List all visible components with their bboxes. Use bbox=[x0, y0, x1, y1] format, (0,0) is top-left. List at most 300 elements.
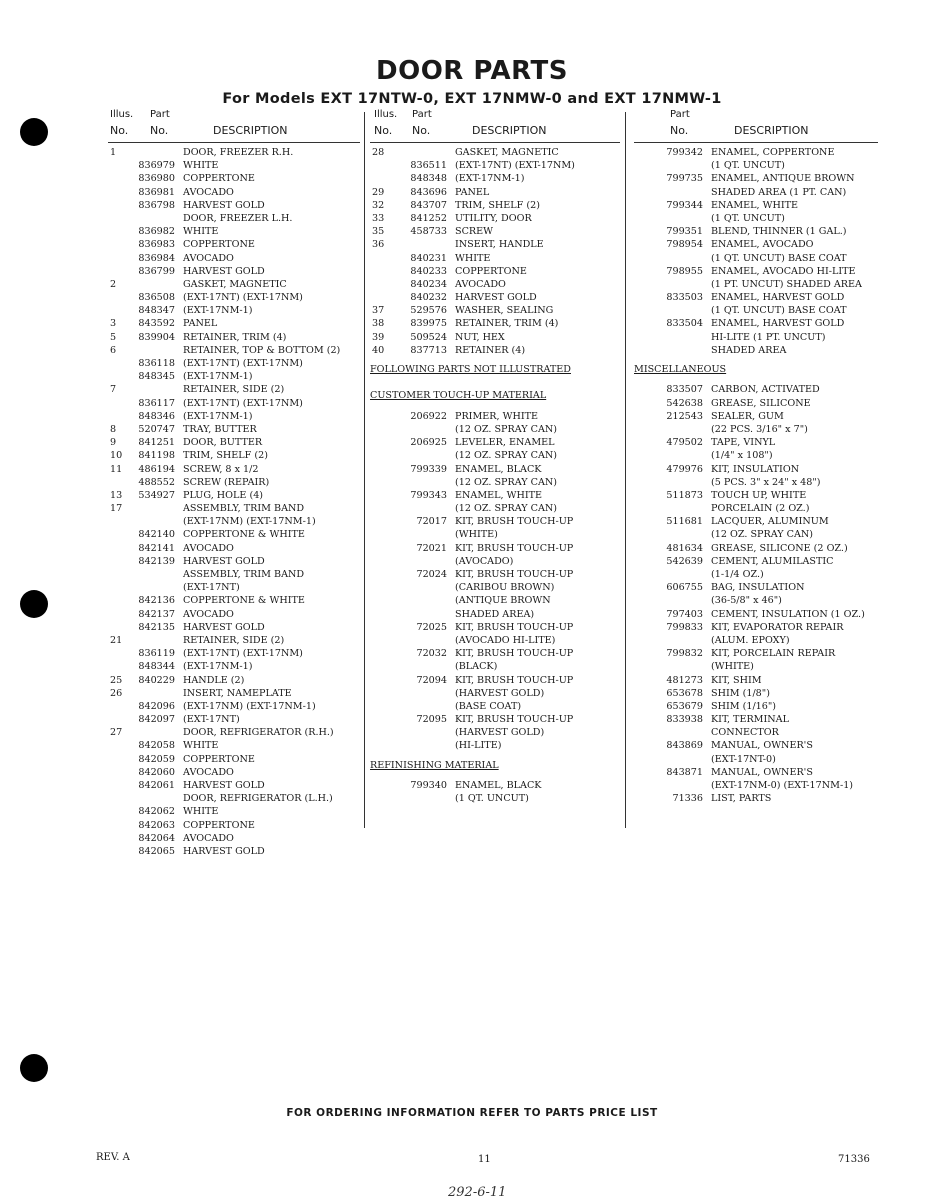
part-no-header: No. bbox=[412, 124, 431, 137]
part-description: KIT, SHIM bbox=[711, 674, 762, 686]
part-description: WHITE bbox=[183, 806, 219, 818]
table-row bbox=[108, 608, 360, 621]
part-description: RETAINER, SIDE (2) bbox=[183, 384, 285, 396]
table-row bbox=[108, 660, 360, 673]
part-description: HARVEST GOLD bbox=[183, 265, 265, 277]
part-description: ENAMEL, WHITE bbox=[711, 199, 799, 211]
part-description: (HI-LITE) bbox=[455, 740, 502, 752]
section-heading: REFINISHING MATERIAL bbox=[370, 759, 499, 771]
part-description: (EXT-17NM-1) bbox=[183, 410, 253, 422]
part-description: CEMENT, ALUMILASTIC bbox=[711, 555, 834, 567]
part-number: 843869 bbox=[666, 740, 703, 752]
part-number: 72094 bbox=[416, 674, 447, 686]
part-number: 842096 bbox=[138, 700, 175, 712]
part-number: 848346 bbox=[138, 410, 175, 422]
part-description: (1 QT. UNCUT) BASE COAT bbox=[711, 252, 847, 264]
page-subtitle: For Models EXT 17NTW-0, EXT 17NMW-0 and EXT 17NMW-1 bbox=[222, 91, 722, 107]
part-description: AVOCADO bbox=[183, 186, 234, 198]
part-description: (AVOCADO) bbox=[455, 555, 514, 567]
part-number: 842063 bbox=[138, 819, 175, 831]
table-row bbox=[370, 555, 620, 568]
part-number: 836511 bbox=[410, 160, 447, 172]
table-row bbox=[634, 647, 878, 660]
table-row bbox=[370, 779, 620, 792]
table-row bbox=[108, 212, 360, 225]
part-description: LEVELER, ENAMEL bbox=[455, 437, 555, 449]
part-number: 833503 bbox=[666, 292, 703, 304]
table-row bbox=[108, 674, 360, 687]
part-number: 842062 bbox=[138, 806, 175, 818]
table-row bbox=[370, 542, 620, 555]
table-row bbox=[370, 159, 620, 172]
part-no-header: No. bbox=[150, 124, 169, 137]
part-number: 833507 bbox=[666, 384, 703, 396]
part-description: AVOCADO bbox=[183, 608, 234, 620]
table-row bbox=[634, 423, 878, 436]
table-row bbox=[370, 225, 620, 238]
table-row bbox=[634, 436, 878, 449]
part-description: COPPERTONE & WHITE bbox=[183, 529, 305, 541]
table-row bbox=[634, 489, 878, 502]
part-description: (12 OZ. SPRAY CAN) bbox=[455, 450, 558, 462]
table-row bbox=[108, 515, 360, 528]
part-number: 509524 bbox=[410, 331, 447, 343]
table-row bbox=[108, 634, 360, 647]
part-description: (WHITE) bbox=[711, 661, 754, 673]
part-description: AVOCADO bbox=[183, 252, 234, 264]
part-description: HARVEST GOLD bbox=[183, 621, 265, 633]
part-description: PANEL bbox=[183, 318, 218, 330]
table-row bbox=[370, 317, 620, 330]
part-description: BAG, INSULATION bbox=[711, 582, 805, 594]
part-description: PRIMER, WHITE bbox=[455, 410, 539, 422]
part-description: INSERT, HANDLE bbox=[455, 239, 544, 251]
part-number: 520747 bbox=[138, 423, 175, 435]
part-description: SHIM (1/8") bbox=[711, 687, 770, 699]
part-description: KIT, BRUSH TOUCH-UP bbox=[455, 714, 574, 726]
part-number: 841251 bbox=[138, 437, 175, 449]
table-row bbox=[370, 331, 620, 344]
table-row bbox=[108, 726, 360, 739]
table-row bbox=[634, 502, 878, 515]
part-description: (AVOCADO HI-LITE) bbox=[455, 634, 556, 646]
table-row bbox=[370, 265, 620, 278]
part-description: (EXT-17NM-0) (EXT-17NM-1) bbox=[711, 780, 854, 792]
part-number: 843707 bbox=[410, 199, 447, 211]
table-row bbox=[634, 555, 878, 568]
column-divider bbox=[625, 112, 626, 828]
part-description: ENAMEL, BLACK bbox=[455, 780, 542, 792]
part-number: 488552 bbox=[138, 476, 175, 488]
part-number: 799340 bbox=[410, 780, 447, 792]
part-description: (12 OZ. SPRAY CAN) bbox=[455, 503, 558, 515]
part-number: 842061 bbox=[138, 780, 175, 791]
table-row bbox=[634, 463, 878, 476]
part-number: 839975 bbox=[410, 318, 447, 330]
table-row bbox=[370, 410, 620, 423]
part-number: 836982 bbox=[138, 226, 175, 238]
part-description: RETAINER, SIDE (2) bbox=[183, 634, 285, 646]
part-description: LACQUER, ALUMINUM bbox=[711, 516, 829, 528]
part-number: 479976 bbox=[666, 463, 703, 475]
part-description: INSERT, NAMEPLATE bbox=[183, 687, 292, 699]
illus-number: 29 bbox=[372, 186, 385, 198]
table-row bbox=[108, 304, 360, 317]
table-row bbox=[370, 278, 620, 291]
part-description: ENAMEL, HARVEST GOLD bbox=[711, 318, 845, 330]
part-number: 836117 bbox=[138, 397, 175, 409]
table-row bbox=[370, 726, 620, 739]
table-row bbox=[370, 739, 620, 752]
table-row bbox=[634, 252, 878, 265]
table-row bbox=[370, 344, 620, 357]
part-number: 653678 bbox=[666, 687, 703, 699]
part-description: (12 OZ. SPRAY CAN) bbox=[455, 423, 558, 435]
table-row bbox=[108, 542, 360, 555]
part-description: (EXT-17NT) (EXT-17NM) bbox=[183, 358, 303, 369]
part-description: WASHER, SEALING bbox=[455, 305, 554, 317]
document-number: 71336 bbox=[838, 1154, 870, 1165]
part-description: GASKET, MAGNETIC bbox=[183, 278, 287, 290]
part-description: (CARIBOU BROWN) bbox=[455, 582, 555, 594]
part-number: 840233 bbox=[410, 265, 447, 277]
part-number: 72032 bbox=[416, 648, 447, 660]
part-number: 836979 bbox=[138, 160, 175, 172]
table-row bbox=[108, 344, 360, 357]
part-description: MANUAL, OWNER'S bbox=[711, 740, 813, 752]
table-row bbox=[370, 528, 620, 541]
part-description: TRIM, SHELF (2) bbox=[183, 450, 268, 462]
part-description: KIT, INSULATION bbox=[711, 463, 800, 475]
table-row bbox=[634, 265, 878, 278]
part-number: 798954 bbox=[666, 239, 703, 251]
illus-number: 39 bbox=[372, 331, 385, 343]
part-number: 836984 bbox=[138, 252, 175, 264]
part-number: 842059 bbox=[138, 753, 175, 765]
column-header bbox=[634, 109, 878, 143]
table-row bbox=[634, 212, 878, 225]
part-description: TAPE, VINYL bbox=[711, 437, 776, 449]
part-description: PANEL bbox=[455, 186, 490, 198]
header-rule bbox=[634, 142, 878, 143]
part-number: 72095 bbox=[416, 714, 447, 726]
part-description: HARVEST GOLD bbox=[183, 555, 265, 567]
illus-number: 40 bbox=[372, 344, 385, 356]
table-row bbox=[634, 397, 878, 410]
part-description: ENAMEL, AVOCADO HI-LITE bbox=[711, 265, 856, 277]
part-number: 841252 bbox=[410, 212, 447, 224]
table-row bbox=[108, 397, 360, 410]
part-description: ENAMEL, COPPERTONE bbox=[711, 147, 835, 158]
part-description: (EXT-17NT) (EXT-17NM) bbox=[183, 292, 303, 304]
part-description: KIT, BRUSH TOUCH-UP bbox=[455, 542, 574, 554]
table-row bbox=[634, 238, 878, 251]
part-number: 848345 bbox=[138, 371, 175, 383]
table-row bbox=[370, 252, 620, 265]
table-row bbox=[370, 621, 620, 634]
illus-number: 36 bbox=[372, 239, 385, 251]
part-number: 481273 bbox=[666, 674, 703, 686]
part-number: 842064 bbox=[138, 832, 175, 844]
part-description: (EXT-17NM-1) bbox=[183, 371, 253, 383]
table-row bbox=[108, 423, 360, 436]
part-description: RETAINER, TRIM (4) bbox=[455, 318, 559, 330]
table-row bbox=[370, 238, 620, 251]
table-row bbox=[108, 753, 360, 766]
table-row bbox=[370, 634, 620, 647]
table-row bbox=[108, 594, 360, 607]
table-row bbox=[108, 819, 360, 832]
part-number: 72025 bbox=[416, 621, 447, 633]
table-row bbox=[634, 726, 878, 739]
part-number: 542638 bbox=[666, 397, 703, 409]
part-description: (22 PCS. 3/16" x 7") bbox=[711, 423, 808, 435]
illus-number: 25 bbox=[110, 674, 123, 686]
part-header: Part bbox=[150, 109, 170, 120]
part-description: (EXT-17NT) bbox=[183, 582, 240, 594]
illus-number: 26 bbox=[110, 687, 123, 699]
part-description: LIST, PARTS bbox=[711, 793, 772, 805]
table-row bbox=[634, 199, 878, 212]
part-number: 836981 bbox=[138, 186, 175, 198]
table-row bbox=[108, 449, 360, 462]
part-description: (1/4" x 108") bbox=[711, 450, 773, 462]
part-description: ENAMEL, BLACK bbox=[455, 463, 542, 475]
table-row bbox=[634, 304, 878, 317]
part-description: WHITE bbox=[183, 740, 219, 752]
part-description: KIT, TERMINAL bbox=[711, 714, 789, 726]
part-number: 653679 bbox=[666, 700, 703, 712]
part-description: HARVEST GOLD bbox=[183, 780, 265, 791]
part-description: COPPERTONE bbox=[455, 265, 527, 277]
part-description: (WHITE) bbox=[455, 529, 498, 541]
parts-list bbox=[634, 146, 878, 805]
table-row bbox=[634, 410, 878, 423]
part-description: AVOCADO bbox=[455, 278, 506, 290]
part-description: HANDLE (2) bbox=[183, 674, 245, 686]
table-row bbox=[108, 528, 360, 541]
table-row bbox=[108, 647, 360, 660]
part-description: COPPERTONE & WHITE bbox=[183, 595, 305, 607]
table-row bbox=[370, 647, 620, 660]
illus-number: 11 bbox=[110, 463, 123, 475]
table-row bbox=[634, 291, 878, 304]
part-no-header: No. bbox=[670, 124, 689, 137]
part-number: 840234 bbox=[410, 278, 447, 290]
table-row bbox=[108, 766, 360, 779]
part-number: 840232 bbox=[410, 292, 447, 304]
part-number: 799735 bbox=[666, 173, 703, 185]
part-description: SCREW (REPAIR) bbox=[183, 476, 270, 488]
table-row bbox=[370, 674, 620, 687]
table-row bbox=[634, 779, 878, 792]
section-heading: FOLLOWING PARTS NOT ILLUSTRATED bbox=[370, 364, 571, 375]
table-row bbox=[108, 502, 360, 515]
table-row bbox=[634, 172, 878, 185]
illus-number: 21 bbox=[110, 634, 123, 646]
part-description: DOOR, FREEZER R.H. bbox=[183, 147, 294, 158]
part-description: SHIM (1/16") bbox=[711, 700, 777, 712]
table-row bbox=[634, 344, 878, 357]
part-description: HARVEST GOLD bbox=[183, 845, 265, 857]
part-description: (EXT-17NT) (EXT-17NM) bbox=[183, 648, 303, 660]
table-row bbox=[634, 700, 878, 713]
part-description: COPPERTONE bbox=[183, 173, 255, 185]
table-row bbox=[108, 370, 360, 383]
table-row bbox=[370, 581, 620, 594]
part-number: 837713 bbox=[410, 344, 447, 356]
part-description: ENAMEL, WHITE bbox=[455, 489, 543, 501]
table-row bbox=[370, 687, 620, 700]
part-number: 542639 bbox=[666, 555, 703, 567]
part-description: PLUG, HOLE (4) bbox=[183, 489, 264, 501]
illus-no-header: No. bbox=[110, 124, 129, 137]
table-row bbox=[634, 766, 878, 779]
part-description: KIT, PORCELAIN REPAIR bbox=[711, 648, 836, 660]
part-description: (5 PCS. 3" x 24" x 48") bbox=[711, 476, 821, 488]
table-row bbox=[108, 436, 360, 449]
part-number: 529576 bbox=[410, 305, 447, 317]
header-rule bbox=[370, 142, 620, 143]
description-header: DESCRIPTION bbox=[213, 124, 288, 137]
part-number: 836508 bbox=[138, 292, 175, 304]
part-description: MANUAL, OWNER'S bbox=[711, 766, 813, 778]
table-row bbox=[108, 146, 360, 159]
table-row bbox=[370, 502, 620, 515]
table-row bbox=[634, 449, 878, 462]
part-description: KIT, BRUSH TOUCH-UP bbox=[455, 621, 574, 633]
part-number: 206925 bbox=[410, 437, 447, 449]
part-description: (BASE COAT) bbox=[455, 700, 522, 712]
table-row bbox=[370, 594, 620, 607]
part-description: KIT, BRUSH TOUCH-UP bbox=[455, 648, 574, 660]
part-number: 836983 bbox=[138, 239, 175, 251]
handwritten-note: 292-6-11 bbox=[448, 1185, 507, 1200]
table-row bbox=[370, 568, 620, 581]
part-description: RETAINER (4) bbox=[455, 344, 526, 356]
part-number: 848348 bbox=[410, 173, 447, 185]
part-description: (ANTIQUE BROWN bbox=[455, 595, 551, 607]
table-row bbox=[634, 621, 878, 634]
part-number: 842136 bbox=[138, 595, 175, 607]
part-description: KIT, BRUSH TOUCH-UP bbox=[455, 516, 574, 528]
part-number: 843696 bbox=[410, 186, 447, 198]
part-number: 836980 bbox=[138, 173, 175, 185]
table-row bbox=[108, 410, 360, 423]
part-number: 842140 bbox=[138, 529, 175, 541]
table-row bbox=[108, 713, 360, 726]
part-number: 833938 bbox=[666, 714, 703, 726]
illus-number: 3 bbox=[110, 318, 117, 330]
table-row bbox=[108, 199, 360, 212]
part-description: AVOCADO bbox=[183, 766, 234, 778]
part-description: ENAMEL, ANTIQUE BROWN bbox=[711, 173, 855, 185]
part-description: RETAINER, TOP & BOTTOM (2) bbox=[183, 344, 341, 356]
column-divider bbox=[364, 112, 365, 828]
table-row bbox=[370, 436, 620, 449]
illus-number: 1 bbox=[110, 147, 117, 158]
table-row bbox=[634, 186, 878, 199]
column-header bbox=[108, 109, 360, 143]
parts-list bbox=[108, 146, 360, 858]
part-number: 799833 bbox=[666, 621, 703, 633]
part-number: 842141 bbox=[138, 542, 175, 554]
table-row bbox=[634, 792, 878, 805]
table-row bbox=[108, 186, 360, 199]
part-number: 843871 bbox=[666, 766, 703, 778]
part-description: ENAMEL, HARVEST GOLD bbox=[711, 292, 845, 304]
part-description: COPPERTONE bbox=[183, 239, 255, 251]
table-row bbox=[108, 225, 360, 238]
part-description: (1 QT. UNCUT) bbox=[455, 793, 529, 805]
illus-header: Illus. bbox=[110, 109, 134, 120]
part-description: PORCELAIN (2 OZ.) bbox=[711, 503, 810, 515]
part-description: SHADED AREA (1 PT. CAN) bbox=[711, 186, 847, 198]
part-description: (EXT-17NM) (EXT-17NM-1) bbox=[183, 700, 316, 712]
table-row bbox=[370, 476, 620, 489]
illus-header: Illus. bbox=[374, 109, 398, 120]
part-number: 799342 bbox=[666, 147, 703, 158]
part-number: 797403 bbox=[666, 608, 703, 620]
column-header bbox=[370, 109, 620, 143]
part-description: WHITE bbox=[183, 160, 219, 172]
illus-number: 35 bbox=[372, 226, 385, 238]
table-row bbox=[634, 331, 878, 344]
table-row bbox=[370, 186, 620, 199]
ordering-info-footer: FOR ORDERING INFORMATION REFER TO PARTS PRICE LIST bbox=[286, 1107, 658, 1119]
part-description: RETAINER, TRIM (4) bbox=[183, 331, 287, 343]
part-number: 458733 bbox=[410, 226, 447, 238]
part-number: 842135 bbox=[138, 621, 175, 633]
part-number: 836799 bbox=[138, 265, 175, 277]
illus-number: 5 bbox=[110, 331, 117, 343]
part-number: 72017 bbox=[416, 516, 447, 528]
part-description: (EXT-17NT-0) bbox=[711, 753, 776, 765]
table-row bbox=[370, 449, 620, 462]
table-row bbox=[108, 581, 360, 594]
table-row bbox=[370, 792, 620, 805]
part-description: (ALUM. EPOXY) bbox=[711, 634, 790, 646]
part-description: (1-1/4 OZ.) bbox=[711, 569, 764, 581]
table-row bbox=[108, 805, 360, 818]
part-description: COPPERTONE bbox=[183, 753, 255, 765]
part-description: TOUCH UP, WHITE bbox=[711, 489, 807, 501]
part-number: 799344 bbox=[666, 199, 703, 211]
part-description: (1 QT. UNCUT) BASE COAT bbox=[711, 305, 847, 317]
section-heading: CUSTOMER TOUCH-UP MATERIAL bbox=[370, 390, 547, 402]
illus-number: 33 bbox=[372, 212, 385, 224]
part-description: (1 QT. UNCUT) bbox=[711, 160, 785, 172]
part-number: 606755 bbox=[666, 582, 703, 594]
part-description: DOOR, FREEZER L.H. bbox=[183, 212, 293, 224]
page-number: 11 bbox=[478, 1154, 491, 1165]
illus-number: 38 bbox=[372, 318, 385, 330]
binder-hole-top bbox=[20, 118, 48, 146]
part-description: (12 OZ. SPRAY CAN) bbox=[455, 476, 558, 488]
part-description: ASSEMBLY, TRIM BAND bbox=[183, 503, 305, 515]
part-number: 799351 bbox=[666, 226, 703, 238]
table-row bbox=[634, 225, 878, 238]
table-row bbox=[108, 331, 360, 344]
part-description: SCREW bbox=[455, 226, 494, 238]
part-description: SEALER, GUM bbox=[711, 410, 784, 422]
part-description: GREASE, SILICONE (2 OZ.) bbox=[711, 542, 848, 554]
illus-number: 32 bbox=[372, 199, 385, 211]
part-number: 72021 bbox=[416, 542, 447, 554]
part-number: 843592 bbox=[138, 318, 175, 330]
parts-list bbox=[370, 146, 620, 805]
part-description: (HARVEST GOLD) bbox=[455, 727, 545, 739]
